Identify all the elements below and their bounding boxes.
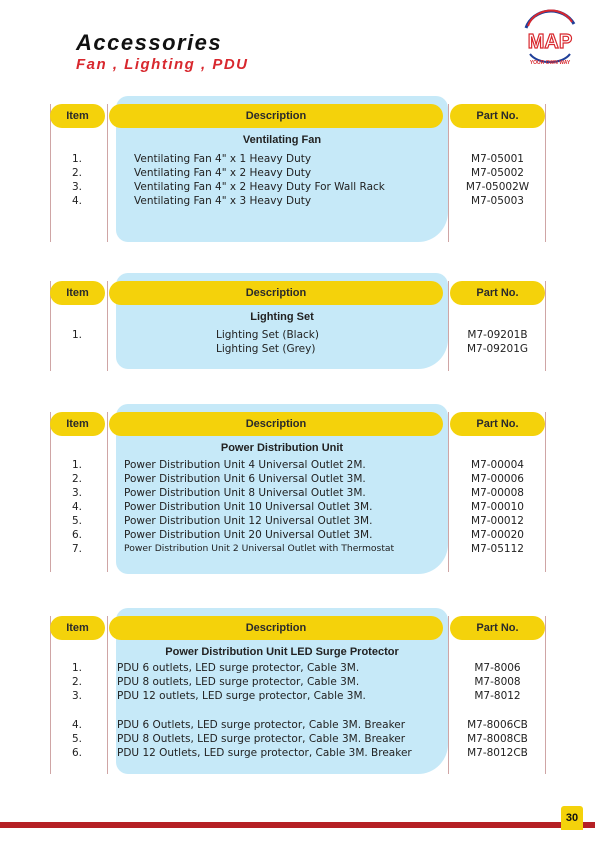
part-number: M7-00020	[471, 529, 524, 541]
table-row	[0, 180, 595, 194]
item-number: 1.	[71, 459, 83, 471]
table-row	[0, 500, 595, 514]
part-number: M7-00012	[471, 515, 524, 527]
column-header-item: Item	[50, 412, 105, 436]
item-number: 1.	[71, 153, 83, 165]
column-header-part: Part No.	[450, 412, 545, 436]
part-number: M7-00006	[471, 473, 524, 485]
table-row	[0, 542, 595, 556]
section-title: Lighting Set	[250, 311, 314, 323]
part-number: M7-09201B	[467, 329, 528, 341]
part-number: M7-8006	[474, 662, 521, 674]
column-header-item: Item	[50, 104, 105, 128]
part-number: M7-8008	[474, 676, 521, 688]
item-description: PDU 6 Outlets, LED surge protector, Cable 3M. Breaker	[117, 719, 406, 731]
item-number: 2.	[71, 167, 83, 179]
column-header-part: Part No.	[450, 281, 545, 305]
item-description: PDU 12 Outlets, LED surge protector, Cable 3M. Breaker	[117, 747, 412, 759]
item-number: 7.	[71, 543, 83, 555]
part-number: M7-05112	[471, 543, 524, 555]
item-number: 3.	[71, 690, 83, 702]
column-header-part: Part No.	[450, 104, 545, 128]
part-number: M7-00010	[471, 501, 524, 513]
column-header-description: Description	[109, 281, 443, 305]
item-description: Ventilating Fan 4" x 3 Heavy Duty	[134, 195, 312, 207]
item-number: 6.	[71, 747, 83, 759]
item-description: Ventilating Fan 4" x 2 Heavy Duty For Wall Rack	[134, 181, 385, 193]
part-number: M7-05002	[471, 167, 524, 179]
brand-logo	[516, 6, 584, 68]
item-number: 5.	[71, 515, 83, 527]
item-description: Power Distribution Unit 12 Universal Outlet 3M.	[124, 515, 373, 527]
footer-bar	[0, 822, 595, 828]
table-row	[0, 675, 595, 689]
part-number: M7-05003	[471, 195, 524, 207]
part-number: M7-8012	[474, 690, 521, 702]
table-row	[0, 342, 595, 356]
column-header-part: Part No.	[450, 616, 545, 640]
item-description: Power Distribution Unit 10 Universal Outlet 3M.	[124, 501, 373, 513]
item-number: 4.	[71, 501, 83, 513]
item-description: Power Distribution Unit 8 Universal Outlet 3M.	[124, 487, 366, 499]
table-row	[0, 458, 595, 472]
table-row	[0, 746, 595, 760]
part-number: M7-05001	[471, 153, 524, 165]
item-description: PDU 8 outlets, LED surge protector, Cable 3M.	[117, 676, 360, 688]
table-row	[0, 718, 595, 732]
item-description: PDU 8 Outlets, LED surge protector, Cable 3M. Breaker	[117, 733, 406, 745]
item-description: PDU 12 outlets, LED surge protector, Cable 3M.	[117, 690, 366, 702]
svg-text:YOUR OWN WAY: YOUR OWN WAY	[529, 60, 571, 66]
item-description: Power Distribution Unit 2 Universal Outlet with Thermostat	[124, 543, 395, 554]
item-number: 2.	[71, 473, 83, 485]
part-number: M7-8008CB	[467, 733, 528, 745]
table-row	[0, 328, 595, 342]
item-description: Power Distribution Unit 4 Universal Outlet 2M.	[124, 459, 366, 471]
table-row	[0, 152, 595, 166]
item-description: Ventilating Fan 4" x 2 Heavy Duty	[134, 167, 312, 179]
item-number: 3.	[71, 181, 83, 193]
svg-text:MAP: MAP	[527, 31, 573, 53]
item-description: Lighting Set (Black)	[216, 329, 319, 341]
part-number: M7-8012CB	[467, 747, 528, 759]
table-row	[0, 661, 595, 675]
item-number: 4.	[71, 195, 83, 207]
item-number: 1.	[71, 662, 83, 674]
page-title: Accessories	[76, 30, 223, 55]
column-header-item: Item	[50, 616, 105, 640]
item-description: Power Distribution Unit 20 Universal Outlet 3M.	[124, 529, 373, 541]
section-title: Ventilating Fan	[242, 134, 322, 146]
table-row	[0, 528, 595, 542]
column-header-description: Description	[109, 412, 443, 436]
part-number: M7-00008	[471, 487, 524, 499]
item-description: Lighting Set (Grey)	[216, 343, 316, 355]
item-number: 1.	[71, 329, 83, 341]
part-number: M7-05002W	[465, 181, 530, 193]
part-number: M7-00004	[471, 459, 524, 471]
table-row	[0, 472, 595, 486]
part-number: M7-8006CB	[467, 719, 528, 731]
table-row	[0, 514, 595, 528]
item-number: 3.	[71, 487, 83, 499]
section-title: Power Distribution Unit LED Surge Protector	[165, 646, 399, 658]
item-description: PDU 6 outlets, LED surge protector, Cable 3M.	[117, 662, 360, 674]
item-description: Ventilating Fan 4" x 1 Heavy Duty	[134, 153, 312, 165]
item-number: 2.	[71, 676, 83, 688]
table-row	[0, 732, 595, 746]
section-title: Power Distribution Unit	[220, 442, 344, 454]
item-description: Power Distribution Unit 6 Universal Outlet 3M.	[124, 473, 366, 485]
table-row	[0, 486, 595, 500]
column-header-description: Description	[109, 616, 443, 640]
table-row	[0, 166, 595, 180]
item-number: 5.	[71, 733, 83, 745]
column-header-description: Description	[109, 104, 443, 128]
table-row	[0, 194, 595, 208]
page-subtitle: Fan , Lighting , PDU	[76, 56, 249, 73]
column-header-item: Item	[50, 281, 105, 305]
part-number: M7-09201G	[466, 343, 529, 355]
item-number: 4.	[71, 719, 83, 731]
page-number: 30	[561, 806, 583, 830]
table-row	[0, 689, 595, 703]
item-number: 6.	[71, 529, 83, 541]
